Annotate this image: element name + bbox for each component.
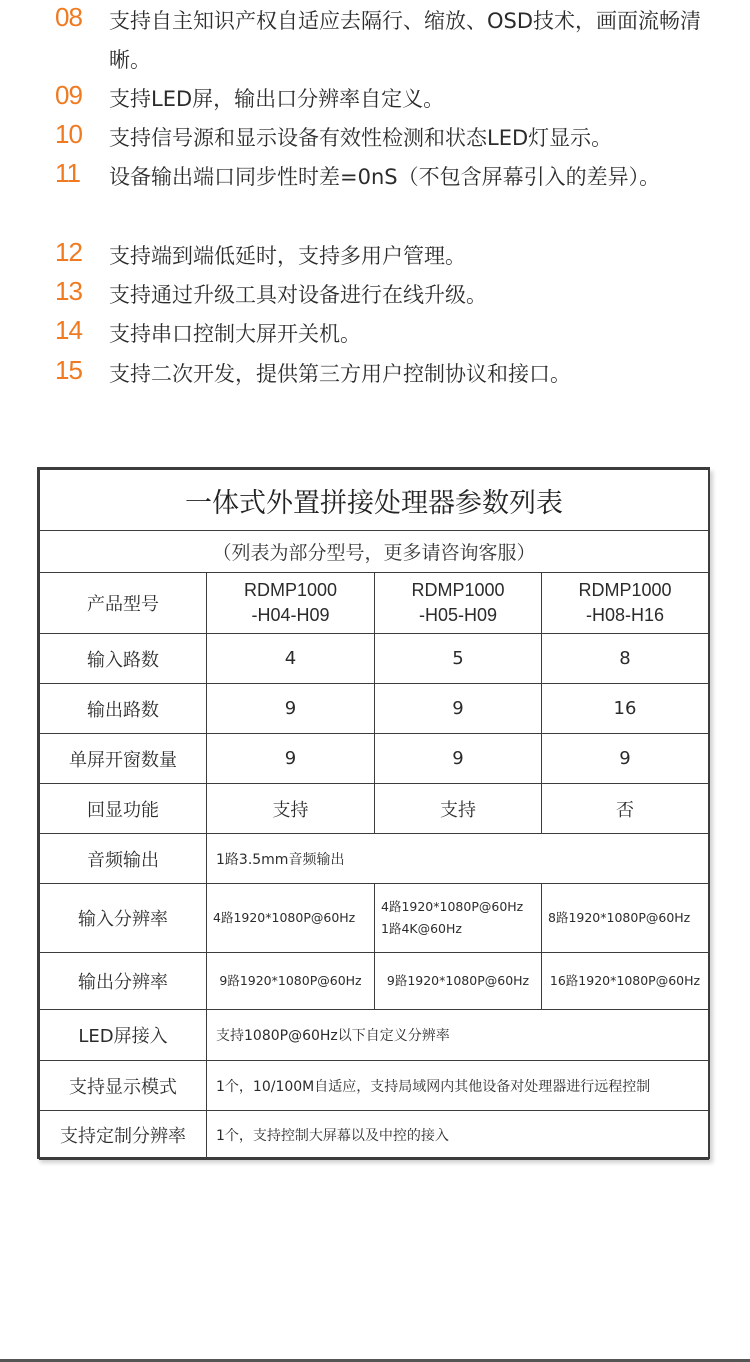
table-row [40, 1111, 709, 1160]
model-line-2: -H08-H16 [585, 605, 665, 625]
cell-line: 1路4K@60Hz [381, 921, 462, 936]
feature-number: 14 [55, 315, 82, 345]
row-label: 支持定制分辨率 [40, 1111, 207, 1160]
table-row [40, 953, 709, 1010]
table-cell: 16路1920*1080P@60Hz [542, 953, 709, 1010]
row-label: 输出路数 [40, 684, 207, 734]
model-line-1: RDMP1000 [243, 580, 338, 600]
table-cell: 9 [375, 734, 542, 784]
table-row [40, 834, 709, 884]
model-line-1: RDMP1000 [578, 580, 672, 600]
feature-number: 12 [55, 237, 82, 267]
feature-text: 设备输出端口同步性时差=0nS（不包含屏幕引入的差异）。 [109, 165, 661, 189]
feature-number: 11 [55, 158, 80, 188]
table-row [40, 884, 709, 953]
feature-text: 支持通过升级工具对设备进行在线升级。 [109, 283, 487, 307]
table-row [40, 684, 709, 734]
row-label: 输出分辨率 [40, 953, 207, 1010]
table-row [40, 634, 709, 684]
table-cell: 否 [542, 784, 709, 834]
feature-text: 支持自主知识产权自适应去隔行、缩放、OSD技术，画面流畅清晰。 [109, 9, 702, 72]
table-subtitle: （列表为部分型号，更多请咨询客服） [40, 531, 709, 573]
table-cell: 1个，支持控制大屏幕以及中控的接入 [207, 1111, 709, 1160]
table-row [40, 734, 709, 784]
table-cell: 5 [375, 634, 542, 684]
table-row [40, 784, 709, 834]
feature-number: 13 [55, 276, 82, 306]
table-row [40, 573, 709, 634]
table-cell: 9 [207, 684, 375, 734]
table-cell: 1路3.5mm音频输出 [207, 834, 709, 884]
row-label: 单屏开窗数量 [40, 734, 207, 784]
table-cell [375, 884, 542, 953]
model-line-2: -H05-H09 [418, 605, 498, 625]
feature-text: 支持二次开发，提供第三方用户控制协议和接口。 [109, 362, 571, 386]
row-label: LED屏接入 [40, 1010, 207, 1061]
table-cell: 8 [542, 634, 709, 684]
feature-text: 支持LED屏，输出口分辨率自定义。 [109, 87, 445, 111]
feature-number: 10 [55, 119, 82, 149]
feature-number: 08 [55, 2, 82, 32]
cell-line: 4路1920*1080P@60Hz [381, 899, 524, 914]
table-title: 一体式外置拼接处理器参数列表 [40, 470, 709, 531]
model-cell [542, 573, 709, 634]
feature-text: 支持信号源和显示设备有效性检测和状态LED灯显示。 [109, 126, 613, 150]
model-line-2: -H04-H09 [251, 605, 330, 625]
feature-text: 支持端到端低延时，支持多用户管理。 [109, 244, 466, 268]
row-label: 音频输出 [40, 834, 207, 884]
model-line-1: RDMP1000 [411, 580, 505, 600]
table-cell: 16 [542, 684, 709, 734]
model-cell [207, 573, 375, 634]
row-label: 输入路数 [40, 634, 207, 684]
feature-number: 15 [55, 355, 82, 385]
row-label: 输入分辨率 [40, 884, 207, 953]
table-row [40, 1010, 709, 1061]
table-cell: 9 [542, 734, 709, 784]
table-cell: 9 [207, 734, 375, 784]
table-cell: 支持 [207, 784, 375, 834]
table-cell: 9路1920*1080P@60Hz [375, 953, 542, 1010]
table-cell: 9路1920*1080P@60Hz [207, 953, 375, 1010]
table-cell: 支持 [375, 784, 542, 834]
feature-text: 支持串口控制大屏开关机。 [109, 322, 361, 346]
row-label: 回显功能 [40, 784, 207, 834]
table-cell: 8路1920*1080P@60Hz [542, 884, 709, 953]
feature-number: 09 [55, 80, 82, 110]
table-cell: 4路1920*1080P@60Hz [207, 884, 375, 953]
table-cell: 9 [375, 684, 542, 734]
table-cell: 4 [207, 634, 375, 684]
row-label: 产品型号 [40, 573, 207, 634]
table-cell: 支持1080P@60Hz以下自定义分辨率 [207, 1010, 709, 1061]
table-cell: 1个，10/100M自适应，支持局域网内其他设备对处理器进行远程控制 [207, 1061, 709, 1111]
spec-table [37, 467, 710, 1159]
table-row [40, 1061, 709, 1111]
row-label: 支持显示模式 [40, 1061, 207, 1111]
model-cell [375, 573, 542, 634]
